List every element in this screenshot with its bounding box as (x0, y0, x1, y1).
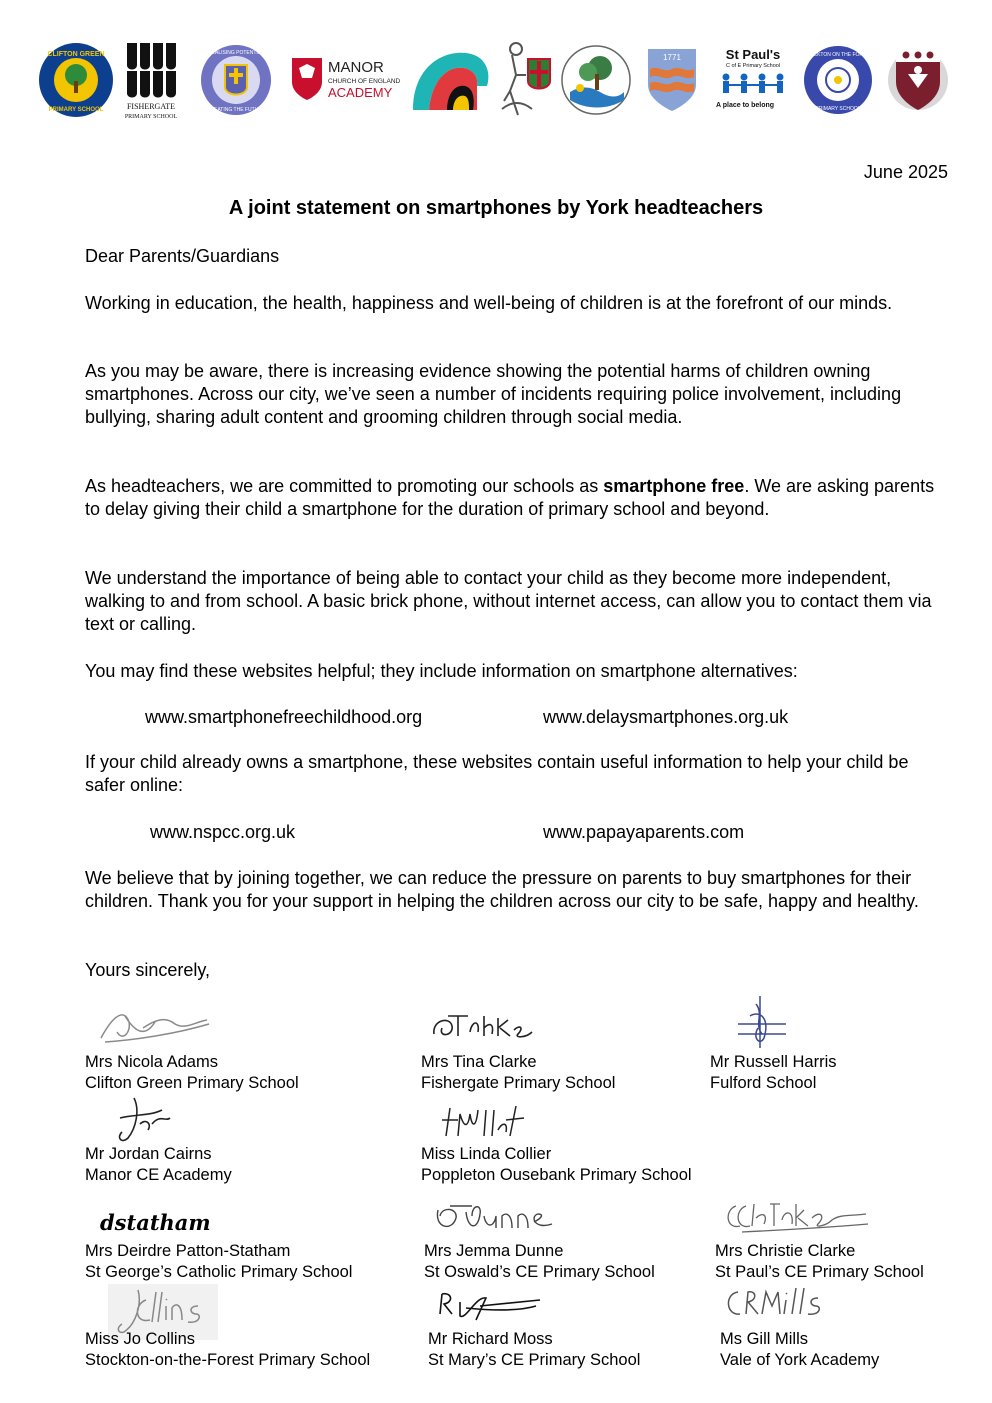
link-papayaparents[interactable]: www.papayaparents.com (543, 822, 745, 842)
svg-text:REALISING POTENTIAL: REALISING POTENTIAL (208, 50, 264, 56)
svg-text:ACADEMY: ACADEMY (328, 85, 393, 100)
signer-school: Clifton Green Primary School (85, 1074, 299, 1092)
clifton-green-logo (36, 38, 116, 122)
signer-name: Mrs Christie Clarke (715, 1242, 856, 1260)
signer-school: Manor CE Academy (85, 1166, 232, 1184)
signature-gill-mills (722, 1284, 832, 1324)
signature-christie-clarke (722, 1196, 872, 1238)
svg-text:PRIMARY SCHOOL: PRIMARY SCHOOL (48, 107, 104, 113)
paragraph-wellbeing: Working in education, the health, happiness and well-being of children is at the forefront of our minds. (85, 293, 893, 313)
svg-text:CREATING THE FUTURE: CREATING THE FUTURE (206, 107, 266, 113)
signer-school: Fulford School (710, 1074, 817, 1092)
paragraph-websites-intro: You may find these websites helpful; they include information on smartphone alternatives: (85, 661, 798, 681)
letter-title: A joint statement on smartphones by York headteachers (228, 197, 764, 219)
fulford-logo (406, 38, 494, 122)
commitment-text-end: . We are asking parents to delay giving their child a smartphone for the duration of primary school and beyond. (85, 476, 935, 519)
signer-nicola-adams (85, 1052, 299, 1094)
signer-deirdre-patton-statham (85, 1241, 352, 1283)
link-nspcc[interactable]: www.nspcc.org.uk (150, 822, 296, 842)
signer-richard-moss (428, 1329, 640, 1371)
signer-name: Mr Richard Moss (428, 1330, 553, 1348)
svg-text:PRIMARY SCHOOL: PRIMARY SCHOOL (124, 114, 178, 120)
signature-russell-harris (730, 994, 790, 1050)
link-smartphonefreechildhood[interactable]: www.smartphonefreechildhood.org (145, 707, 423, 727)
st-pauls-logo (708, 38, 798, 122)
signer-christie-clarke (715, 1241, 924, 1283)
signer-tina-clarke (421, 1052, 615, 1094)
signature-jordan-cairns (100, 1094, 180, 1146)
signer-jemma-dunne (424, 1241, 655, 1283)
signer-jo-collins (85, 1329, 370, 1371)
salutation: Dear Parents/Guardians (85, 246, 280, 266)
signature-jemma-dunne (432, 1198, 560, 1236)
signer-school: St Oswald’s CE Primary School (424, 1263, 655, 1281)
letter-date: June 2025 (863, 162, 948, 182)
signature-linda-collier (436, 1100, 532, 1142)
signer-russell-harris (710, 1052, 837, 1094)
stockton-on-the-forest-logo (800, 38, 876, 122)
svg-text:MANOR: MANOR (328, 59, 384, 76)
signature-nicola-adams (95, 1002, 215, 1048)
signer-name: Ms Gill Mills (720, 1330, 808, 1348)
signer-name: Miss Linda Collier (421, 1145, 552, 1163)
signer-name: Mrs Nicola Adams (85, 1053, 218, 1071)
paragraph-joining-together: We believe that by joining together, we can reduce the pressure on parents to buy smartphones for their children. Thank you for your support in helping the children across our city to be safe, happy and healthy. (85, 868, 919, 911)
link-delaysmartphones[interactable]: www.delaysmartphones.org.uk (543, 707, 789, 727)
signer-jordan-cairns (85, 1144, 232, 1186)
signature-richard-moss (436, 1288, 546, 1324)
signer-name: Mr Russell Harris (710, 1053, 837, 1071)
signer-linda-collier (421, 1144, 692, 1186)
signer-school: St Paul’s CE Primary School (715, 1263, 924, 1281)
svg-text:CLIFTON GREEN: CLIFTON GREEN (47, 51, 105, 58)
signer-name: Mrs Deirdre Patton-Statham (85, 1242, 291, 1260)
svg-text:CHURCH OF ENGLAND: CHURCH OF ENGLAND (328, 78, 401, 85)
svg-text:A place to belong: A place to belong (716, 102, 775, 109)
signer-school: St Mary’s CE Primary School (428, 1351, 641, 1369)
paragraph-commitment (85, 475, 945, 521)
svg-text:St Paul's: St Paul's (725, 47, 781, 62)
manor-academy-logo (288, 38, 404, 122)
paragraph-evidence: As you may be aware, there is increasing evidence showing the potential harms of children owning smartphones. Across our city, we’ve seen a number of incidents requiring police involvement, including bullying, sharing adult content and grooming children through social media. (85, 361, 902, 427)
signature-deirdre-patton-statham: dstatham (100, 1210, 211, 1235)
closing: Yours sincerely, (85, 960, 211, 980)
poppleton-ousebank-logo (196, 38, 276, 122)
signer-school: Stockton-on-the-Forest Primary School (85, 1351, 371, 1369)
svg-text:FISHERGATE: FISHERGATE (126, 102, 176, 111)
commitment-text-start: As headteachers, we are committed to promoting our schools as (85, 476, 604, 496)
svg-text:1771: 1771 (663, 53, 681, 62)
signer-name: Miss Jo Collins (85, 1330, 196, 1348)
signer-school: Poppleton Ousebank Primary School (421, 1166, 692, 1184)
signer-gill-mills (720, 1329, 879, 1371)
vale-of-york-logo (880, 38, 956, 122)
st-oswalds-logo (558, 38, 634, 122)
signer-school: St George’s Catholic Primary School (85, 1263, 353, 1281)
st-marys-logo (644, 38, 700, 122)
svg-text:C of E Primary School: C of E Primary School (725, 63, 781, 69)
svg-text:PRIMARY SCHOOL: PRIMARY SCHOOL (815, 106, 861, 112)
st-georges-logo (496, 38, 556, 122)
signer-school: Fishergate Primary School (421, 1074, 616, 1092)
paragraph-brick-phone: We understand the importance of being able to contact your child as they become more independent, walking to and from school. A basic brick phone, without internet access, can allow you to contact them via text or calling. (85, 568, 932, 634)
signer-school: Vale of York Academy (720, 1351, 880, 1369)
school-logos-strip (36, 38, 956, 124)
paragraph-safety-intro: If your child already owns a smartphone, these websites contain useful information to help your child be safer online: (85, 752, 909, 795)
svg-text:STOCKTON ON THE FOREST: STOCKTON ON THE FOREST (803, 52, 873, 58)
signature-tina-clarke (428, 1006, 538, 1044)
signer-name: Mrs Jemma Dunne (424, 1242, 564, 1260)
signer-name: Mrs Tina Clarke (421, 1053, 537, 1071)
smartphone-free-emphasis: smartphone free (603, 476, 745, 496)
signer-name: Mr Jordan Cairns (85, 1145, 212, 1163)
fishergate-logo (121, 38, 181, 122)
